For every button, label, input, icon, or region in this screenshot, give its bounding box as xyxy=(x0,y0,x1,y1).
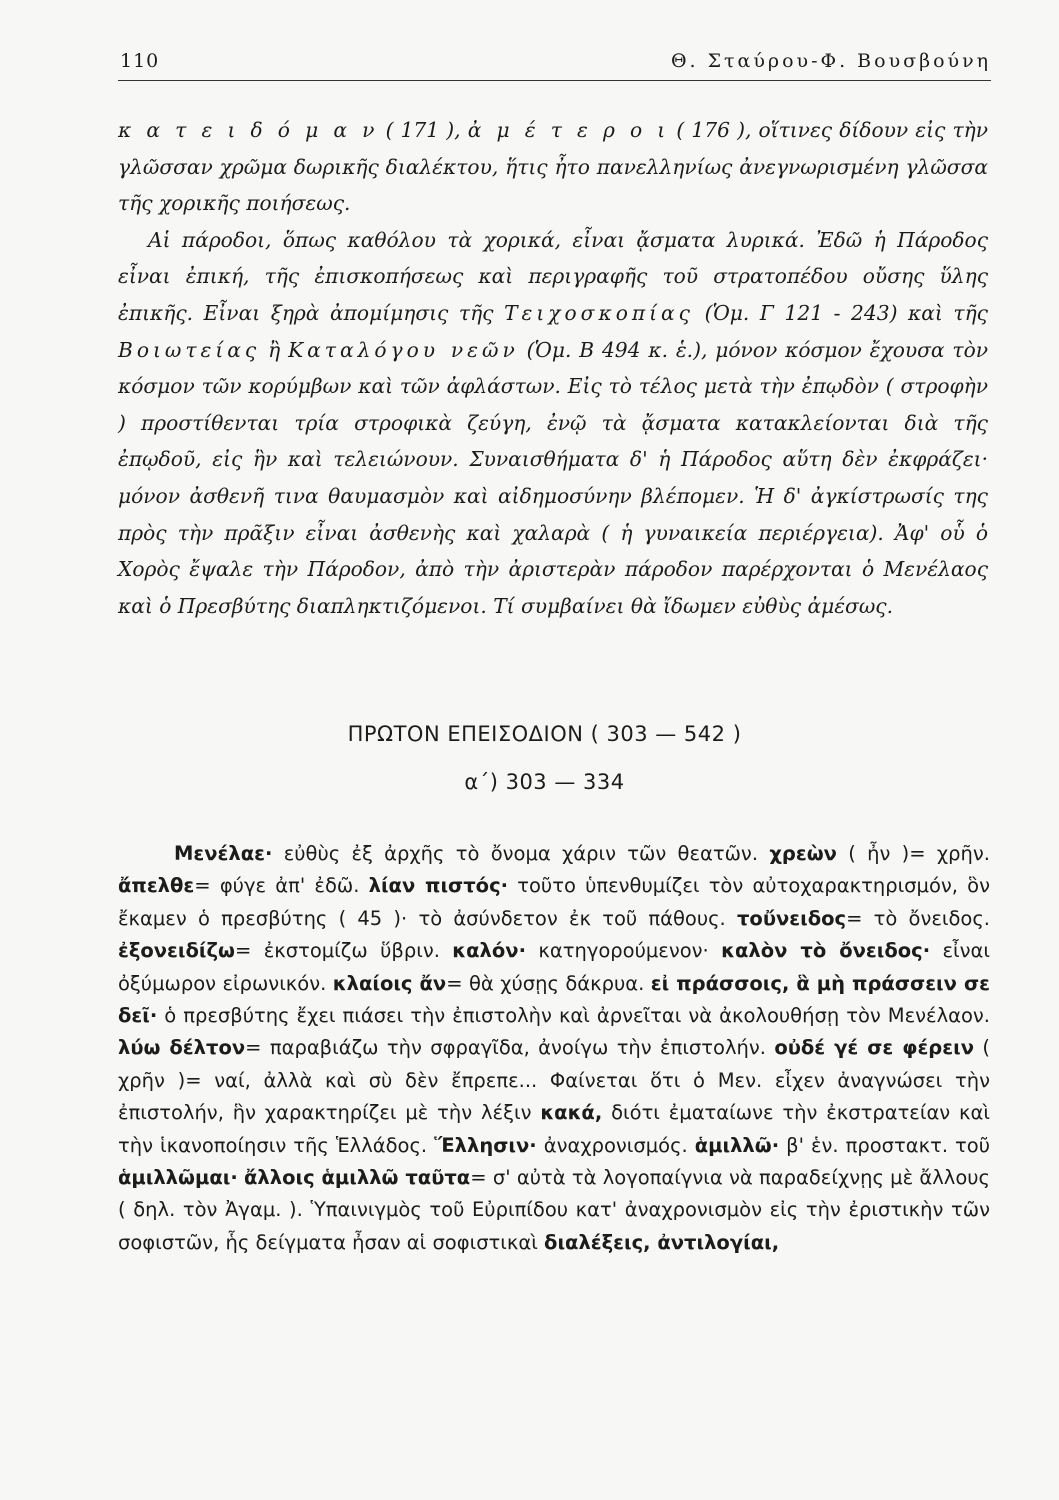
gloss: κατηγορούμενον· xyxy=(525,939,722,963)
spaced-word: Καταλόγου νεῶν xyxy=(288,337,519,362)
lemma: χρεὼν xyxy=(769,842,837,865)
paragraph-text: οἵτινες δίδουν εἰς τὴν γλῶσσαν χρῶμα δωρικῆς διαλέκτου, ἥτις ἦτο πανελληνίως ἀνεγνωρισμένη γλῶσσα τῆς χορικῆς ποιήσεως. xyxy=(118,118,989,216)
intro-paragraph-1 xyxy=(118,112,988,222)
lemma: λίαν πιστός· xyxy=(368,874,509,898)
verse-reference: ( 171 ), xyxy=(385,118,461,142)
gloss: = ἐκστομίζω ὕβριν. xyxy=(234,939,453,963)
commentary xyxy=(118,838,990,1259)
verse-reference: ( 176 ), xyxy=(676,118,752,142)
lemma: ἄπελθε xyxy=(118,874,195,898)
lemma: οὐδέ γέ σε φέρειν xyxy=(774,1036,975,1060)
page-header xyxy=(118,44,991,81)
gloss: εὐθὺς ἐξ ἀρχῆς τὸ ὄνομα χάριν τῶν θεατῶν. xyxy=(272,842,770,865)
spaced-word: Βοιωτείας xyxy=(118,337,261,362)
lemma: κλαίοις ἄν xyxy=(332,971,447,995)
section-subtitle: α΄) 303 — 334 xyxy=(464,770,625,794)
page-number: 110 xyxy=(120,50,160,72)
paragraph-text: ἢ xyxy=(268,337,281,362)
lemma: Ἕλλησιν· xyxy=(434,1133,537,1157)
gloss: ὁ πρεσβύτης ἔχει πιάσει τὴν ἐπιστολὴν καὶ ἀρνεῖται νὰ ἀκολουθήσῃ τὸν Μενέλαον. xyxy=(157,1004,990,1028)
lemma: διαλέξεις, ἀντιλογίαι, xyxy=(544,1230,780,1254)
spaced-word: κ α τ ε ι δ ό μ α ν xyxy=(118,118,379,142)
gloss: τοῦτο ὑπενθυμίζει τὸν αὐτοχαρακτηρισμόν, ὃν ἔκαμεν ὁ πρεσβύτης ( 45 )· τὸ ἀσύνδετον ἐκ τοῦ πάθους. xyxy=(118,874,990,930)
lemma: ἐξονειδίζω xyxy=(118,939,235,963)
intro-text xyxy=(118,112,988,624)
paragraph-text: (Ὁμ. Β 494 κ. ἑ.), μόνον κόσμον ἔχουσα τὸν κόσμον τῶν κορύμβων καὶ τῶν ἀφλάστων. Εἰς τὸ τέλος μετὰ τὴν ἐπῳδὸν ( στροφὴν ) προστίθενται τρία στροφικὰ ζεύγη, ἐνῷ τὰ ᾄσματα κατακλείονται διὰ τῆς ἐπῳδοῦ, εἰς ἣν καὶ τελειώνουν. Συναισθήματα δ' ἡ Πάροδος αὕτη δὲν ἐκφράζει· μόνον ἀσθενῆ τινα θαυμασμὸν καὶ αἰδημοσύνην βλέπομεν. Ἡ δ' ἀγκίστρωσίς της πρὸς τὴν πρᾶξιν εἶναι ἀσθενὴς καὶ χαλαρὰ ( ἡ γυναικεία περιέργεια). Ἀφ' οὗ ὁ Χορὸς ἔψαλε τὴν Πάροδον, ἀπὸ τὴν ἀριστερὰν πάροδον παρέρχονται ὁ Μενέλαος καὶ ὁ Πρεσβύτης διαπληκτιζόμενοι. Τί συμβαίνει θὰ ἴδωμεν εὐθὺς ἀμέσως. xyxy=(118,337,989,618)
lemma: καλόν· xyxy=(452,939,526,963)
lemma: εἰ πράσσοις, ἃ μὴ πράσσειν σε δεῖ· xyxy=(118,971,991,1028)
gloss: β' ἑν. προστακτ. τοῦ xyxy=(779,1133,990,1157)
spaced-word: ἀ μ έ τ ε ρ ο ι xyxy=(467,118,670,142)
paragraph-text: Αἱ πάροδοι, ὅπως καθόλου τὰ χορικά, εἶναι ᾄσματα λυρικά. Ἐδῶ ἡ Πάροδος εἶναι ἐπική, τῆς ἐπισκοπήσεως καὶ περιγραφῆς τοῦ στρατοπέδου οὔσης ὕλης ἐπικῆς. Εἶναι ξηρὰ ἀπομίμησις τῆς xyxy=(118,227,988,325)
section-title: ΠΡΩΤΟΝ ΕΠΕΙΣΟΔΙΟΝ ( 303 — 542 ) xyxy=(347,722,742,746)
gloss: διότι ἐματαίωνε τὴν ἐκστρατείαν καὶ τὴν ἱκανοποίησιν τῆς Ἑλλάδος. xyxy=(118,1101,990,1157)
lemma: ἄλλοις ἁμιλλῶ ταῦτα xyxy=(244,1166,471,1190)
running-title: Θ. Σταύρου-Φ. Βουσβούνη xyxy=(670,50,991,72)
lemma: ἁμιλλῶμαι· xyxy=(118,1166,238,1190)
gloss: = τὸ ὄνειδος. xyxy=(846,906,990,930)
gloss: = σ' αὐτὰ τὰ λογοπαίγνια νὰ παραδείχνῃς μὲ ἄλλους ( δηλ. τὸν Ἀγαμ. ). Ὑπαινιγμὸς τοῦ Εὐριπίδου κατ' ἀναχρονισμὸν εἰς τὴν ἐριστικὴν τῶν σοφιστῶν, ἧς δείγματα ἦσαν αἱ σοφιστικαὶ xyxy=(118,1166,990,1254)
gloss: = θὰ χύσῃς δάκρυα. xyxy=(446,971,651,995)
gloss: εἶναι ὀξύμωρον εἰρωνικόν. xyxy=(118,939,990,995)
gloss: ( χρῆν )= ναί, ἀλλὰ καὶ σὺ δὲν ἔπρεπε... Φαίνεται ὅτι ὁ Μεν. εἶχεν ἀναγνώσει τὴν ἐπιστολήν, ἣν χαρακτηρίζει μὲ τὴν λέξιν xyxy=(118,1036,990,1125)
paragraph-text: (Ὁμ. Γ 121 - 243) καὶ τῆς xyxy=(704,300,988,325)
lemma: τοὔνειδος xyxy=(736,906,847,930)
gloss: = παραβιάζω τὴν σφραγῖδα, ἀνοίγω τὴν ἐπιστολήν. xyxy=(245,1036,775,1060)
gloss: ( ἦν )= χρῆν. xyxy=(836,842,990,865)
spaced-word: Τειχοσκοπίας xyxy=(504,300,694,325)
intro-paragraph-2 xyxy=(118,222,988,625)
lemma: λύω δέλτον xyxy=(118,1036,246,1060)
lemma: Μενέλαε· xyxy=(174,842,273,865)
lemma: κακά, xyxy=(540,1101,603,1125)
gloss: = φύγε ἀπ' ἐδῶ. xyxy=(194,874,369,898)
lemma: ἁμιλλῶ· xyxy=(694,1133,780,1157)
gloss: ἀναχρονισμός. xyxy=(536,1133,695,1157)
lemma: καλὸν τὸ ὄνειδος· xyxy=(721,939,931,963)
commentary-paragraph xyxy=(118,838,990,1259)
